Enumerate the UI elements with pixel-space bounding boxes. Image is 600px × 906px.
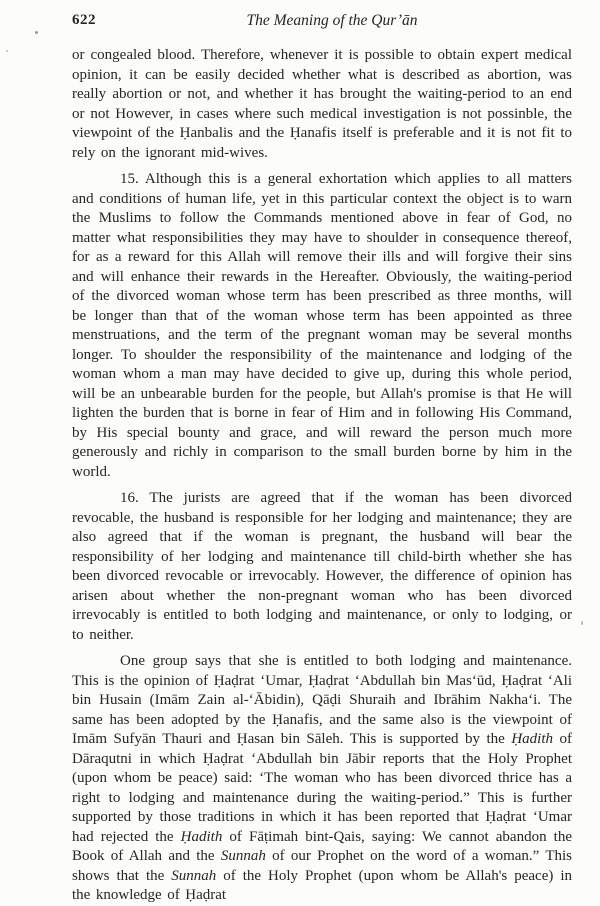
italic-term: Ḥadith (180, 828, 223, 845)
running-title: The Meaning of the Qur’ān (246, 12, 418, 29)
scan-speck (581, 621, 583, 625)
italic-term: Sunnah (220, 848, 266, 864)
italic-term: Ḥadith (511, 731, 554, 747)
text-run: of Dāraqutni in which Ḥaḍrat ‘Abdullah bin Jābir reports that the Holy Prophet (upon whom be peace) said: ‘The woman who has been divorced thrice has a right to lodging and maintenance during the waiting-period.” This is further supported by those traditions in which it has been reported that Ḥaḍrat ‘Umar had rejected the (72, 731, 572, 845)
paragraph (72, 170, 572, 482)
text-run: of our Prophet on the word of a woman.” This shows that the (72, 848, 573, 884)
paragraph (72, 489, 572, 645)
page-header (72, 12, 572, 34)
text-run: of the Holy Prophet (upon whom be Allah's peace) in the knowledge of Ḥaḍrat (72, 867, 572, 903)
text-run: of Fāṭimah bint-Qais, saying: We cannot abandon the Book of Allah and the (72, 828, 572, 864)
scan-speck (35, 31, 38, 34)
italic-term: Sunnah (171, 867, 217, 884)
text-run: or congealed blood. Therefore, whenever it is possible to obtain expert medical opinion, it can be easily decided whether what is described as abortion, was really abortion or not, and whether it has brought the waiting-period to an end or not However, in cases where such medical investigation is not possinble, the viewpoint of the Ḥanbalis and the Ḥanafis itself is preferable and it is not fit to rely on the ignorant mid-wives. (72, 47, 572, 161)
body-text (72, 46, 572, 906)
page-number: 622 (72, 12, 96, 28)
paragraph (72, 652, 572, 906)
text-run: One group says that she is entitled to both lodging and maintenance. This is the opinion of Ḥaḍrat ‘Umar, Ḥaḍrat ‘Abdullah bin Mas‘ūd, Ḥaḍrat ‘Ali bin Husain (Imām Zain al-‘Ābidin), Qāḍi Shuraih and Ibrāhim Nakha‘i. The same has been adopted by the Ḥanafis, and the same also is the viewpoint of Imām Sufyān Thauri and Ḥasan bin Sāleh. This is supported by the (72, 653, 572, 747)
paragraph (72, 46, 572, 163)
scan-speck (6, 50, 8, 52)
text-run: 15. Although this is a general exhortation which applies to all matters and conditions of human life, yet in this particular context the object is to warn the Muslims to follow the Commands mentioned above in fear of God, no matter what responsibilities they may have to shoulder in consequence thereof, for as a reward for this Allah will remove their ills and will forgive their sins and will enhance their rewards in the Hereafter. Obviously, the waiting-period of the divorced woman whose term has been prescribed as three months, will be longer than that of the woman whose term has been appointed as three menstruations, and the term of the pregnant woman may be several months longer. To shoulder the responsibility of the maintenance and lodging of the woman whom a man may have decided to give up, during this whole period, will be an unbearable burden for the people, but Allah's promise is that He will lighten the burden that is borne in fear of Him and in following His Command, by His special bounty and grace, and will reward the person much more generously and richly in comparison to the small burden borne by him in the world. (72, 171, 572, 480)
text-run: 16. The jurists are agreed that if the woman has been divorced revocable, the husband is responsible for her lodging and maintenance; they are also agreed that if the woman is pregnant, the husband will bear the responsibility of her lodging and maintenance till child-birth whether she has been divorced revocable or irrevocably. However, the difference of opinion has arisen about whether the non-pregnant woman who has been divorced irrevocably is entitled to both lodging and maintenance, or only to lodging, or to neither. (72, 490, 572, 643)
